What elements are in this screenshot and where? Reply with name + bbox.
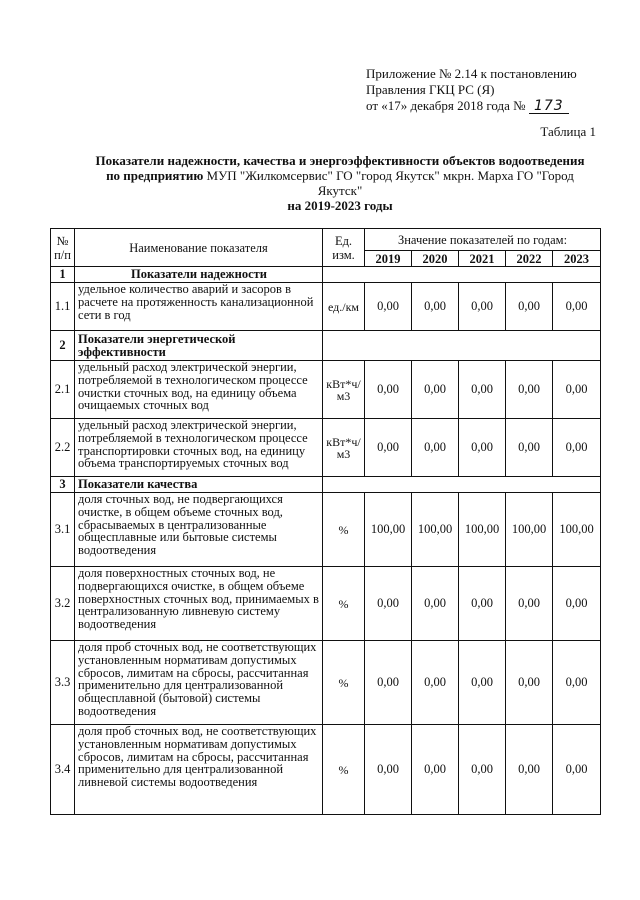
indicators-table xyxy=(50,228,601,815)
value-cell: 0,00 xyxy=(365,419,412,477)
unit-cell: ед./км xyxy=(323,283,365,331)
section-row xyxy=(51,331,601,361)
unit-cell: кВт*ч/м3 xyxy=(323,419,365,477)
value-cell: 0,00 xyxy=(459,725,506,815)
value-cell: 0,00 xyxy=(459,283,506,331)
value-cell: 100,00 xyxy=(459,493,506,567)
value-cell: 0,00 xyxy=(506,361,553,419)
header-unit: Ед. изм. xyxy=(323,229,365,267)
value-cell: 100,00 xyxy=(412,493,459,567)
row-number: 3.1 xyxy=(51,493,75,567)
section-empty-cell xyxy=(323,331,601,361)
value-cell: 0,00 xyxy=(506,641,553,725)
row-number: 2.1 xyxy=(51,361,75,419)
unit-cell: % xyxy=(323,725,365,815)
appendix-line-2: Правления ГКЦ РС (Я) xyxy=(366,82,495,97)
value-cell: 0,00 xyxy=(412,361,459,419)
indicator-name: доля сточных вод, не подвергающихся очистке, в общем объеме сточных вод, сбрасываемых в централизованные общесплавные или бытовые системы водоотведения xyxy=(75,493,323,567)
table-body xyxy=(51,267,601,815)
header-values: Значение показателей по годам: xyxy=(365,229,601,251)
section-number: 2 xyxy=(51,331,75,361)
value-cell: 0,00 xyxy=(553,725,601,815)
value-cell: 0,00 xyxy=(412,283,459,331)
section-number: 1 xyxy=(51,267,75,283)
value-cell: 0,00 xyxy=(365,567,412,641)
unit-cell: % xyxy=(323,567,365,641)
indicator-name: удельный расход электрической энергии, потребляемой в технологическом процессе очистки сточных вод, на единицу объема очищаемых сточных вод xyxy=(75,361,323,419)
section-empty-cell xyxy=(323,477,601,493)
row-number: 1.1 xyxy=(51,283,75,331)
table-row xyxy=(51,419,601,477)
header-year: 2019 xyxy=(365,251,412,267)
title-line-1: Показатели надежности, качества и энергоэффективности объектов водоотведения xyxy=(95,153,585,168)
header-name: Наименование показателя xyxy=(75,229,323,267)
table-row xyxy=(51,567,601,641)
appendix-date: от «17» декабря 2018 года № xyxy=(366,98,526,113)
unit-cell: % xyxy=(323,641,365,725)
appendix-note xyxy=(366,66,577,114)
value-cell: 0,00 xyxy=(459,641,506,725)
row-number: 2.2 xyxy=(51,419,75,477)
unit-cell: % xyxy=(323,493,365,567)
table-row xyxy=(51,725,601,815)
indicator-name: доля поверхностных сточных вод, не подвергающихся очистке, в общем объеме поверхностных сточных вод, принимаемых в централизованную ливневую систему водоотведения xyxy=(75,567,323,641)
value-cell: 0,00 xyxy=(506,725,553,815)
value-cell: 0,00 xyxy=(365,283,412,331)
section-row xyxy=(51,477,601,493)
section-title: Показатели энергетической эффективности xyxy=(75,331,323,361)
header-num: № п/п xyxy=(51,229,75,267)
value-cell: 0,00 xyxy=(506,567,553,641)
title-line-3: Якутск" xyxy=(317,183,363,198)
row-number: 3.4 xyxy=(51,725,75,815)
header-year: 2022 xyxy=(506,251,553,267)
value-cell: 0,00 xyxy=(412,419,459,477)
appendix-number: 173 xyxy=(529,100,569,114)
row-number: 3.2 xyxy=(51,567,75,641)
table-row xyxy=(51,361,601,419)
appendix-line-1: Приложение № 2.14 к постановлению xyxy=(366,66,577,81)
section-title: Показатели надежности xyxy=(75,267,323,283)
document-title xyxy=(80,153,600,213)
header-year: 2021 xyxy=(459,251,506,267)
value-cell: 0,00 xyxy=(412,567,459,641)
value-cell: 0,00 xyxy=(459,361,506,419)
value-cell: 0,00 xyxy=(506,283,553,331)
value-cell: 0,00 xyxy=(412,725,459,815)
value-cell: 0,00 xyxy=(553,419,601,477)
value-cell: 100,00 xyxy=(506,493,553,567)
table-row xyxy=(51,493,601,567)
row-number: 3.3 xyxy=(51,641,75,725)
section-row xyxy=(51,267,601,283)
value-cell: 0,00 xyxy=(506,419,553,477)
indicator-name: удельный расход электрической энергии, потребляемой в технологическом процессе транспортировки сточных вод, на единицу объема транспортируемых сточных вод xyxy=(75,419,323,477)
section-empty-cell xyxy=(323,267,601,283)
table-label: Таблица 1 xyxy=(540,124,596,139)
header-year: 2023 xyxy=(553,251,601,267)
value-cell: 0,00 xyxy=(365,361,412,419)
indicator-name: доля проб сточных вод, не соответствующих установленным нормативам допустимых сбросов, лимитам на сбросы, рассчитанная применительно для централизованной ливневой системы водоотведения xyxy=(75,725,323,815)
title-line-2: МУП "Жилкомсервис" ГО "город Якутск" мкрн. Марха ГО "Город xyxy=(206,168,574,183)
value-cell: 0,00 xyxy=(365,641,412,725)
value-cell: 0,00 xyxy=(365,725,412,815)
value-cell: 0,00 xyxy=(553,641,601,725)
indicator-name: удельное количество аварий и засоров в расчете на протяженность канализационной сети в год xyxy=(75,283,323,331)
header-year: 2020 xyxy=(412,251,459,267)
value-cell: 0,00 xyxy=(553,361,601,419)
appendix-line-3 xyxy=(366,98,577,114)
value-cell: 0,00 xyxy=(412,641,459,725)
value-cell: 0,00 xyxy=(553,567,601,641)
title-line-2-bold: по предприятию xyxy=(106,168,204,183)
value-cell: 100,00 xyxy=(553,493,601,567)
value-cell: 100,00 xyxy=(365,493,412,567)
unit-cell: кВт*ч/м3 xyxy=(323,361,365,419)
title-years: на 2019-2023 годы xyxy=(287,198,393,213)
table-row xyxy=(51,641,601,725)
indicator-name: доля проб сточных вод, не соответствующих установленным нормативам допустимых сбросов, лимитам на сбросы, рассчитанная применительно для централизованной общесплавной (бытовой) системы водоотведения xyxy=(75,641,323,725)
table-row xyxy=(51,283,601,331)
section-number: 3 xyxy=(51,477,75,493)
value-cell: 0,00 xyxy=(459,567,506,641)
section-title: Показатели качества xyxy=(75,477,323,493)
value-cell: 0,00 xyxy=(459,419,506,477)
value-cell: 0,00 xyxy=(553,283,601,331)
